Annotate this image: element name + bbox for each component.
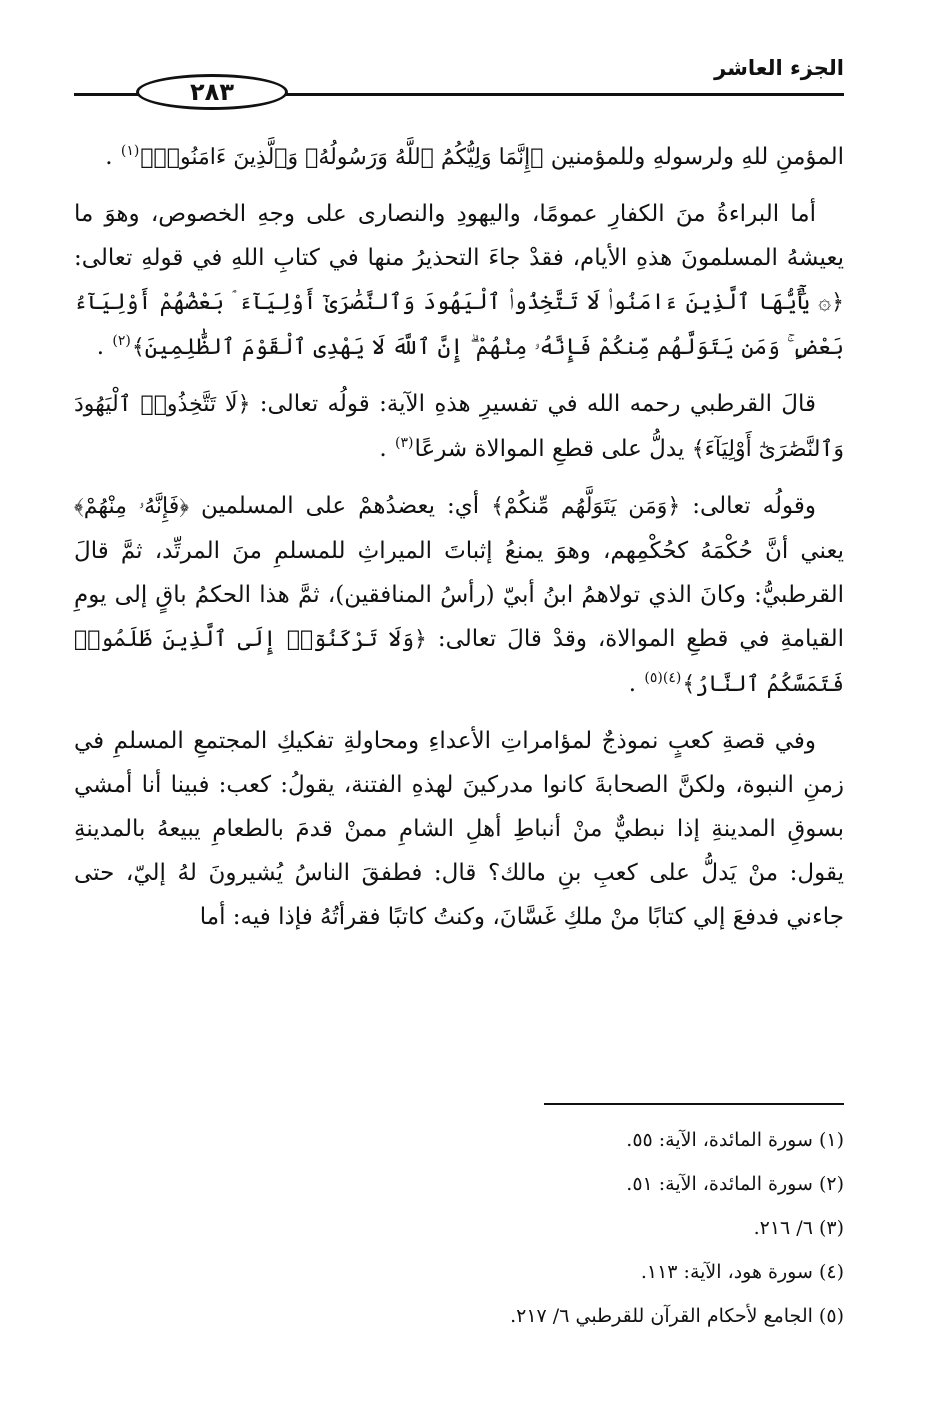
paragraph xyxy=(74,135,844,180)
text-run: المؤمنِ للهِ ولرسولهِ وللمؤمنين xyxy=(543,144,844,170)
paragraph xyxy=(74,382,844,472)
text-run: . xyxy=(628,671,644,697)
paragraph xyxy=(74,192,844,370)
text-run: أي: يعضدُهمْ على المسلمين xyxy=(189,493,492,519)
text-run: . xyxy=(105,144,120,170)
footnotes xyxy=(74,1118,844,1338)
footnote-rule xyxy=(544,1103,844,1105)
text-run: يدلُّ على قطعِ الموالاة شرعًا xyxy=(414,436,692,462)
text-run: أما البراءةُ منَ الكفارِ عمومًا، واليهودِ والنصارى على وجهِ الخصوص، وهوَ ما يعيشهُ المسلمونَ هذهِ الأيام، فقدْ جاءَ التحذيرُ منها في كتابِ اللهِ في قولهِ تعالى: xyxy=(74,201,844,271)
footnote-ref: (٤)(٥) xyxy=(644,670,682,687)
page-header xyxy=(74,50,844,106)
quran-quote: ﴿لَا تَتَّخِذُوا۟ ٱلْيَهُودَ وَٱلنَّصَٰرَىٰٓ أَوْلِيَآءَ﴾ xyxy=(74,392,844,462)
running-title: الجزء العاشر xyxy=(714,56,844,80)
quran-quote: ﴿وَمَن يَتَوَلَّهُم مِّنكُمْ﴾ xyxy=(491,494,681,519)
footnote: (٢) سورة المائدة، الآية: ٥١. xyxy=(626,1173,844,1195)
body-text xyxy=(74,135,844,951)
footnote: (٥) الجامع لأحكام القرآن للقرطبي ٦/ ٢١٧. xyxy=(510,1305,844,1327)
footnote: (١) سورة المائدة، الآية: ٥٥. xyxy=(626,1129,844,1151)
quran-quote: ﴿وَلَا تَرْكَنُوٓا۟ إِلَى ٱلَّذِينَ ظَلَمُوا۟ فَتَمَسَّكُمُ ٱلنَّارُ﴾ xyxy=(74,627,844,697)
footnote-ref: (١) xyxy=(120,143,140,160)
text-run: وقولُه تعالى: xyxy=(680,493,817,519)
paragraph xyxy=(74,484,844,707)
footnote-ref: (٢) xyxy=(112,333,131,350)
text-run: وفي قصةِ كعبٍ نموذجٌ لمؤامراتِ الأعداءِ ومحاولةِ تفكيكِ المجتمعِ المسلمِ في زمنِ النبوة، ولكنَّ الصحابةَ كانوا مدركينَ لهذهِ الفتنة، يقولُ: كعب: فبينا أنا أمشي بسوقِ المدينةِ إذا نبطيٌّ منْ أنباطِ أهلِ الشامِ ممنْ قدمَ بالطعامِ يبيعهُ بالمدينةِ يقول: منْ يَدلُّ على كعبِ بنِ مالك؟ قال: فطفقَ الناسُ يُشيرونَ لهُ إليّ، حتى جاءني فدفعَ إلي كتابًا منْ ملكِ غَسَّانَ، وكنتُ كاتبًا فقرأتُهُ فإذا فيه: أما xyxy=(74,728,844,930)
quran-quote: ﴿إِنَّمَا وَلِيُّكُمُ ٱللَّهُ وَرَسُولُهُۥ وَٱلَّذِينَ ءَامَنُوا۟﴾ xyxy=(140,145,544,170)
paragraph xyxy=(74,719,844,939)
quran-quote: ﴿۞ يَٰٓأَيُّهَا ٱلَّذِينَ ءَامَنُوا۟ لَا تَتَّخِذُوا۟ ٱلْيَهُودَ وَٱلنَّصَٰرَىٰٓ أَوْلِيَآءَ ۘ بَعْضُهُمْ أَوْلِيَآءُ بَعْضٍ ۚ وَمَن يَتَوَلَّهُم مِّنكُمْ فَإِنَّهُۥ مِنْهُمْ ۗ إِنَّ ٱللَّهَ لَا يَهْدِى ٱلْقَوْمَ ٱلظَّٰلِمِينَ﴾ xyxy=(74,290,844,360)
page-number: ٢٨٣ xyxy=(136,74,288,110)
text-run: . xyxy=(379,436,395,462)
text-run: قالَ القرطبي رحمه الله في تفسيرِ هذهِ الآية: قولُه تعالى: xyxy=(250,391,816,417)
footnote: (٤) سورة هود، الآية: ١١٣. xyxy=(640,1261,844,1283)
text-run: يعني أنَّ حُكْمَهُ كحُكْمِهم، وهوَ يمنعُ إثباتَ الميراثِ للمسلمِ منَ المرتِّد، ثمَّ قالَ القرطبيُّ: وكانَ الذي تولاهمُ ابنُ أبيّ (رأسُ المنافقين)، ثمَّ هذا الحكمُ باقٍ إلى يومِ القيامةِ في قطعِ الموالاة، وقدْ قالَ تعالى: xyxy=(74,538,844,652)
footnote: (٣) ٦/ ٢١٦. xyxy=(753,1217,844,1239)
quran-quote: ﴿فَإِنَّهُۥ مِنْهُمْ﴾ xyxy=(74,494,190,519)
text-run: . xyxy=(96,334,112,360)
footnote-ref: (٣) xyxy=(395,435,414,452)
